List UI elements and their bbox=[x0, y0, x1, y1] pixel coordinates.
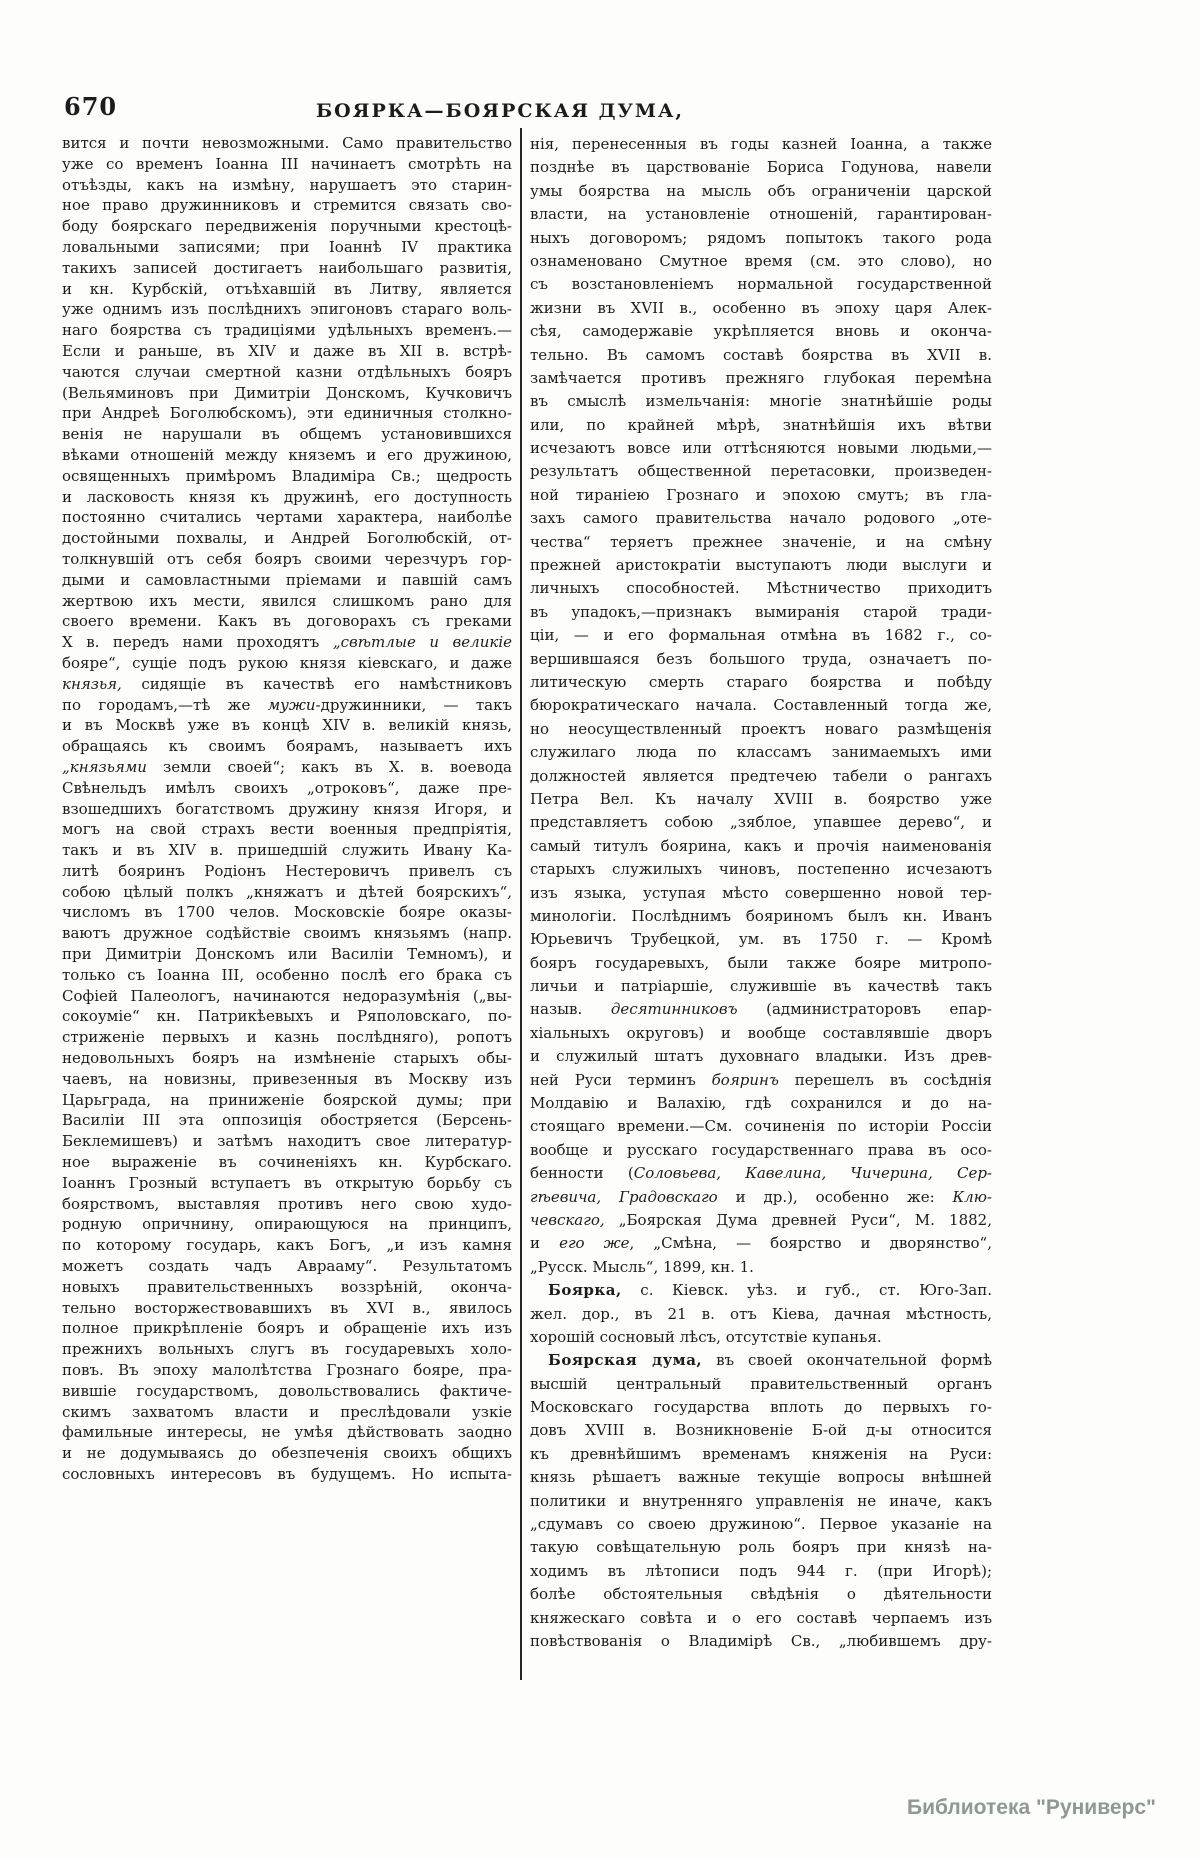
text-segment: фамильные интересы, не умѣя дѣйствовать заодно bbox=[62, 1423, 512, 1442]
text-line bbox=[62, 1027, 512, 1048]
text-segment: позднѣе въ царствованіе Бориса Годунова, навели bbox=[530, 158, 992, 177]
text-segment: Если и раньше, въ XIV и даже въ XII в. встрѣ- bbox=[62, 341, 512, 360]
text-segment: , „Смѣна, — боярство и дворянство“, bbox=[629, 1234, 992, 1253]
text-line bbox=[62, 1318, 512, 1339]
text-segment: венія не нарушали въ общемъ установившихся bbox=[62, 425, 512, 444]
text-segment: прежнихъ вольныхъ слугъ въ государевыхъ холо- bbox=[62, 1340, 512, 1359]
text-segment: бенности ( bbox=[530, 1164, 634, 1183]
text-segment: X в. передъ нами проходятъ bbox=[62, 633, 333, 652]
text-segment: при Андреѣ Боголюбскомъ), эти единичныя столкно- bbox=[62, 404, 512, 423]
text-line bbox=[62, 424, 512, 445]
text-segment: повѣствованія о Владимірѣ Св., „любившемъ дру- bbox=[530, 1632, 992, 1650]
text-line bbox=[62, 861, 512, 882]
text-segment: вившіе государствомъ, довольствовались фактиче- bbox=[62, 1381, 512, 1400]
text-segment: обращаясь къ своимъ боярамъ, называетъ ихъ bbox=[62, 737, 512, 756]
text-line bbox=[62, 320, 512, 341]
text-line bbox=[530, 1256, 992, 1279]
text-segment: чества“ теряетъ прежнее значеніе, и на смѣну bbox=[530, 532, 992, 551]
text-line bbox=[530, 1092, 992, 1115]
text-line bbox=[62, 445, 512, 466]
text-segment: только съ Іоанна III, особенно послѣ его брака съ bbox=[62, 965, 512, 984]
text-segment: и др.), особенно же: bbox=[717, 1187, 953, 1206]
text-segment: сокоуміе“ кн. Патрикѣевыхъ и Ряполовскаго, по- bbox=[62, 1007, 512, 1026]
text-segment: постоянно считались чертами характера, наиболѣе bbox=[62, 508, 512, 527]
text-line bbox=[530, 156, 992, 179]
text-line bbox=[62, 923, 512, 944]
text-segment: „князьями bbox=[62, 757, 147, 776]
text-line bbox=[62, 133, 512, 154]
text-segment: собою цѣлый полкъ „княжатъ и дѣтей боярскихъ“, bbox=[62, 882, 512, 901]
text-segment: стоящаго времени.—См. сочиненія по исторіи Россіи bbox=[530, 1117, 992, 1136]
text-line bbox=[62, 902, 512, 923]
text-line bbox=[530, 648, 992, 671]
left-text-column bbox=[62, 133, 512, 1485]
text-line bbox=[530, 788, 992, 811]
text-line bbox=[62, 882, 512, 903]
text-line bbox=[530, 928, 992, 951]
text-line bbox=[530, 437, 992, 460]
text-segment: родную опричнину, опирающуюся на принципъ, bbox=[62, 1215, 512, 1234]
text-line bbox=[62, 403, 512, 424]
text-segment: Іоаннъ Грозный вступаетъ въ открытую борьбу съ bbox=[62, 1173, 512, 1192]
text-segment: Юрьевичъ Трубецкой, ум. въ 1750 г. — Кромѣ bbox=[530, 930, 992, 949]
text-segment: тельно. Въ самомъ составѣ боярства въ XVII в. bbox=[530, 345, 992, 364]
right-text-column bbox=[530, 133, 992, 1653]
text-segment: и въ Москвѣ уже въ концѣ XIV в. великій князь, bbox=[62, 716, 512, 735]
text-segment: изъ языка, уступая мѣсто совершенно новой тер- bbox=[530, 883, 992, 902]
text-segment: или, по крайней мѣрѣ, знатнѣйшія ихъ вѣтви bbox=[530, 415, 992, 434]
text-line bbox=[62, 632, 512, 653]
text-segment: „свѣтлые и великіе bbox=[332, 633, 512, 652]
text-segment: сѣя, самодержавіе укрѣпляется вновь и оконча- bbox=[530, 322, 992, 341]
text-segment: но неосуществленный проектъ новаго размѣщенія bbox=[530, 719, 992, 738]
text-line bbox=[530, 1490, 992, 1513]
text-segment: чаевъ, на новизны, привезенныя въ Москву изъ bbox=[62, 1069, 512, 1088]
text-segment: замѣчается противъ прежняго глубокая перемѣна bbox=[530, 368, 992, 387]
text-line bbox=[62, 757, 512, 778]
text-segment: политики и внутренняго управленія не иначе, какъ bbox=[530, 1491, 992, 1510]
text-line bbox=[530, 1279, 992, 1302]
text-segment: ней Руси терминъ bbox=[530, 1070, 712, 1089]
text-segment: представляетъ собою „зяблое, упавшее дерево“, и bbox=[530, 813, 992, 832]
text-line bbox=[62, 362, 512, 383]
text-line bbox=[530, 1139, 992, 1162]
text-segment: могъ на свой страхъ вести военныя предпріятія, bbox=[62, 820, 512, 839]
text-line bbox=[62, 1464, 512, 1485]
text-segment: ваютъ дружное содѣйствіе своимъ князьямъ (напр. bbox=[62, 924, 512, 943]
text-segment: взошедшихъ богатствомъ дружину князя Игоря, и bbox=[62, 799, 512, 818]
text-segment: вершившаяся безъ большого труда, означаетъ по- bbox=[530, 649, 992, 668]
text-segment: (администраторовъ епар- bbox=[737, 1000, 992, 1019]
text-segment: хіальныхъ округовъ) и вообще составлявшіе дворъ bbox=[530, 1023, 992, 1042]
text-segment: тельно восторжествовавшихъ въ XVI в., явилось bbox=[62, 1298, 512, 1317]
text-line bbox=[62, 1006, 512, 1027]
text-line bbox=[530, 390, 992, 413]
text-line bbox=[62, 778, 512, 799]
text-line bbox=[62, 1443, 512, 1464]
text-line bbox=[62, 965, 512, 986]
text-segment: такъ и въ XIV в. пришедшій служить Ивану Ка- bbox=[62, 841, 512, 860]
text-segment: хорошій сосновый лѣсъ, отсутствіе купанья. bbox=[530, 1327, 882, 1346]
text-segment: Софіей Палеологъ, начинаются недоразумѣнія („вы- bbox=[62, 986, 512, 1005]
text-line bbox=[62, 237, 512, 258]
text-segment: самый титулъ боярина, какъ и прочія наименованія bbox=[530, 836, 992, 855]
page-number: 670 bbox=[64, 92, 118, 121]
text-segment: Молдавію и Валахію, гдѣ сохранился и до на- bbox=[530, 1094, 992, 1113]
text-line bbox=[62, 591, 512, 612]
text-segment: Василіи III эта оппозиція обостряется (Берсень- bbox=[62, 1111, 512, 1130]
text-line bbox=[530, 1349, 992, 1372]
text-line bbox=[62, 383, 512, 404]
text-line bbox=[62, 1214, 512, 1235]
text-segment: прежней аристократіи выступаютъ люди выслуги и bbox=[530, 556, 992, 575]
text-line bbox=[530, 1186, 992, 1209]
text-segment: литѣ бояринъ Родіонъ Нестеровичъ привелъ съ bbox=[62, 861, 512, 880]
text-segment: Беклемишевъ) и затѣмъ находитъ свое литератур- bbox=[62, 1132, 512, 1151]
text-line bbox=[62, 840, 512, 861]
text-line bbox=[530, 1303, 992, 1326]
text-line bbox=[530, 1583, 992, 1606]
text-segment: старыхъ служилыхъ чиновъ, постепенно исчезаютъ bbox=[530, 860, 992, 879]
text-segment: Московскаго государства вплоть до первыхъ го- bbox=[530, 1398, 992, 1417]
text-line bbox=[62, 570, 512, 591]
text-segment: Царьграда, на приниженіе боярской думы; при bbox=[62, 1090, 512, 1109]
text-line bbox=[62, 1173, 512, 1194]
text-line bbox=[62, 944, 512, 965]
text-segment: по городамъ,—тѣ же bbox=[62, 695, 268, 714]
text-segment: десятинниковъ bbox=[610, 1000, 738, 1019]
text-segment: князья, bbox=[62, 674, 122, 693]
text-line bbox=[62, 986, 512, 1007]
text-line bbox=[62, 549, 512, 570]
text-segment: умы боярства на мысль объ ограниченіи царской bbox=[530, 181, 992, 200]
text-line bbox=[530, 344, 992, 367]
text-line bbox=[530, 1326, 992, 1349]
text-segment: вится и почти невозможными. Само правительство bbox=[62, 134, 512, 152]
text-segment: мужи bbox=[267, 695, 316, 714]
text-line bbox=[530, 952, 992, 975]
text-segment: и bbox=[530, 1234, 560, 1253]
text-line bbox=[530, 1607, 992, 1630]
text-segment: по которому государь, какъ Богъ, „и изъ камня bbox=[62, 1236, 512, 1255]
text-segment: боярствомъ, выставляя противъ него свою худо- bbox=[62, 1194, 512, 1213]
text-segment: ловальными записями; при Іоаннѣ IV практика bbox=[62, 237, 512, 256]
text-segment: недовольныхъ бояръ на измѣненіе старыхъ обы- bbox=[62, 1049, 512, 1068]
text-line bbox=[530, 414, 992, 437]
text-segment: высшій центральный правительственный органъ bbox=[530, 1374, 992, 1393]
text-segment: результатъ общественной перетасовки, произведен- bbox=[530, 462, 992, 481]
text-line bbox=[530, 624, 992, 647]
text-segment: повъ. Въ эпоху малолѣтства Грознаго бояре, пра- bbox=[62, 1361, 512, 1380]
text-segment: Клю- bbox=[952, 1187, 992, 1206]
text-segment: бояре“, сущіе подъ рукою князя кіевскаго, и даже bbox=[62, 653, 512, 672]
text-line bbox=[530, 507, 992, 530]
text-segment: вѣками отношеній между княземъ и его дружиною, bbox=[62, 445, 512, 464]
text-segment: довъ XVIII в. Возникновеніе Б-ой д-ы относится bbox=[530, 1421, 992, 1440]
text-segment: достойными похвалы, и Андрей Боголюбскій, от- bbox=[62, 529, 512, 548]
text-segment: такихъ записей достигаетъ наибольшаго развитія, bbox=[62, 258, 512, 277]
text-segment: сидящіе въ качествѣ его намѣстниковъ bbox=[121, 674, 512, 693]
text-line bbox=[62, 1360, 512, 1381]
text-segment: съ возстановленіемъ нормальной государственной bbox=[530, 275, 992, 294]
text-line bbox=[62, 1152, 512, 1173]
text-segment: должностей является предтечею табели о рангахъ bbox=[530, 766, 992, 785]
text-segment: гѣевича, Градовскаго bbox=[530, 1187, 718, 1206]
text-line bbox=[62, 1235, 512, 1256]
text-line bbox=[530, 227, 992, 250]
text-line bbox=[530, 882, 992, 905]
text-line bbox=[530, 203, 992, 226]
text-segment: ціи, — и его формальная отмѣна въ 1682 г., со- bbox=[530, 626, 992, 645]
text-line bbox=[530, 133, 992, 156]
text-line bbox=[530, 367, 992, 390]
text-segment: ознаменовано Смутное время (см. это слово), но bbox=[530, 251, 992, 270]
text-line bbox=[530, 1536, 992, 1559]
text-segment: новыхъ правительственныхъ воззрѣній, оконча- bbox=[62, 1277, 512, 1296]
entry-headword: Боярская дума, bbox=[548, 1351, 703, 1370]
text-segment: бояринъ bbox=[711, 1070, 779, 1089]
text-line bbox=[530, 460, 992, 483]
text-segment: къ древнѣйшимъ временамъ княженія на Руси: bbox=[530, 1444, 992, 1463]
text-segment: (Вельяминовъ при Димитріи Донскомъ, Кучковичъ bbox=[62, 383, 512, 402]
text-line bbox=[62, 1277, 512, 1298]
text-line bbox=[62, 195, 512, 216]
text-line bbox=[62, 1298, 512, 1319]
text-segment: бояръ государевыхъ, были также бояре митропо- bbox=[530, 953, 992, 972]
text-segment: нія, перенесенныя въ годы казней Іоанна, а также bbox=[530, 135, 992, 153]
text-line bbox=[62, 611, 512, 632]
text-line bbox=[62, 736, 512, 757]
text-line bbox=[530, 671, 992, 694]
text-line bbox=[530, 1022, 992, 1045]
text-line bbox=[530, 718, 992, 741]
entry-headword: Боярка, bbox=[548, 1281, 622, 1300]
text-line bbox=[62, 1381, 512, 1402]
text-segment: „Русск. Мысль“, 1899, кн. 1. bbox=[530, 1257, 754, 1276]
text-line bbox=[530, 1373, 992, 1396]
text-line bbox=[530, 1630, 992, 1653]
text-line bbox=[62, 799, 512, 820]
text-line bbox=[530, 811, 992, 834]
text-segment: уже со временъ Іоанна III начинаетъ смотрѣть на bbox=[62, 154, 512, 173]
text-line bbox=[530, 1443, 992, 1466]
text-segment: его же bbox=[559, 1234, 630, 1253]
text-line bbox=[530, 998, 992, 1021]
text-line bbox=[62, 1090, 512, 1111]
text-segment: власти, на установленіе отношеній, гарантирован- bbox=[530, 205, 992, 224]
text-segment: въ смыслѣ измельчанія: многіе знатнѣйшіе роды bbox=[530, 392, 992, 411]
text-line bbox=[530, 694, 992, 717]
text-segment: скимъ захватомъ власти и преслѣдовали узкіе bbox=[62, 1402, 512, 1421]
text-line bbox=[62, 507, 512, 528]
text-segment: въ упадокъ,—признакъ вымиранія старой тради- bbox=[530, 602, 992, 621]
text-segment: князь рѣшаетъ важные текущіе вопросы внѣшней bbox=[530, 1468, 992, 1487]
text-line bbox=[530, 975, 992, 998]
text-line bbox=[530, 1115, 992, 1138]
text-segment: исчезаютъ вовсе или оттѣсняются новыми людьми,— bbox=[530, 439, 992, 458]
text-segment: такую совѣщательную роль бояръ при князѣ на- bbox=[530, 1538, 992, 1557]
text-segment: служилаго люда по классамъ занимаемыхъ ими bbox=[530, 743, 992, 762]
library-watermark: Библиотека "Руниверс" bbox=[906, 1796, 1156, 1819]
text-line bbox=[62, 1339, 512, 1360]
text-line bbox=[62, 715, 512, 736]
text-line bbox=[530, 601, 992, 624]
text-line bbox=[530, 1162, 992, 1185]
text-segment: назыв. bbox=[530, 1000, 611, 1019]
text-segment: и не додумываясь до обезпеченія своихъ общихъ bbox=[62, 1444, 512, 1463]
text-line bbox=[62, 1194, 512, 1215]
text-line bbox=[62, 695, 512, 716]
text-segment: и служилый штатъ духовнаго владыки. Изъ древ- bbox=[530, 1047, 992, 1066]
text-line bbox=[62, 279, 512, 300]
text-segment: чевскаго, bbox=[530, 1210, 605, 1229]
text-segment: перешелъ въ сосѣднія bbox=[778, 1070, 992, 1089]
text-line bbox=[530, 1045, 992, 1068]
text-segment: „сдумавъ со своею дружиною“. Первое указаніе на bbox=[530, 1515, 992, 1534]
text-segment: уже однимъ изъ послѣднихъ эпигоновъ стараго воль- bbox=[62, 300, 512, 319]
text-segment: и ласковость князя къ дружинѣ, его доступность bbox=[62, 487, 512, 506]
text-segment: Петра Вел. Къ началу XVIII в. боярство уже bbox=[530, 789, 992, 808]
text-segment: жел. дор., въ 21 в. отъ Кіева, дачная мѣстность, bbox=[530, 1304, 992, 1323]
text-line bbox=[530, 554, 992, 577]
text-segment: Свѣнельдъ имѣлъ своихъ „отроковъ“, даже пре- bbox=[62, 778, 512, 797]
text-segment: ходимъ въ лѣтописи подъ 944 г. (при Игорѣ); bbox=[530, 1561, 992, 1580]
text-line bbox=[62, 466, 512, 487]
page-header-title: БОЯРКА—БОЯРСКАЯ ДУМА, bbox=[315, 100, 685, 122]
text-segment: сословныхъ интересовъ въ будущемъ. Но испыта- bbox=[62, 1465, 512, 1483]
text-segment: стриженіе первыхъ и казнь послѣдняго), ропотъ bbox=[62, 1028, 512, 1047]
text-line bbox=[530, 858, 992, 881]
text-segment: толкнувшій отъ себя бояръ своими черезчуръ гор- bbox=[62, 549, 512, 568]
text-line bbox=[530, 1232, 992, 1255]
text-segment: полное прикрѣпленіе бояръ и обращеніе ихъ изъ bbox=[62, 1319, 512, 1338]
text-line bbox=[530, 531, 992, 554]
text-segment: своего времени. Какъ въ договорахъ съ греками bbox=[62, 612, 512, 631]
text-line bbox=[62, 1048, 512, 1069]
text-segment: и кн. Курбскій, отъѣхавшій въ Литву, является bbox=[62, 279, 512, 298]
text-line bbox=[62, 216, 512, 237]
text-segment: дыми и самовластными пріемами и павшій самъ bbox=[62, 570, 512, 589]
text-line bbox=[530, 1209, 992, 1232]
text-line bbox=[530, 180, 992, 203]
text-line bbox=[62, 154, 512, 175]
text-line bbox=[530, 1419, 992, 1442]
text-segment: при Димитріи Донскомъ или Василіи Темномъ), и bbox=[62, 945, 512, 964]
text-segment: с. Кіевск. уѣз. и губ., ст. Юго-Зап. bbox=[621, 1281, 992, 1300]
text-line bbox=[530, 741, 992, 764]
text-line bbox=[530, 273, 992, 296]
text-segment: личьи и патріаршіе, служившіе въ качествѣ такъ bbox=[530, 977, 992, 996]
text-line bbox=[62, 819, 512, 840]
text-segment: наго боярства съ традиціями удѣльныхъ временъ.— bbox=[62, 321, 512, 340]
text-segment: въ своей окончательной формѣ bbox=[702, 1351, 992, 1370]
text-segment: ное выраженіе въ сочиненіяхъ кн. Курбскаго. bbox=[62, 1153, 512, 1172]
text-segment: бюрократическаго начала. Составленный тогда же, bbox=[530, 696, 992, 715]
text-segment: Соловьева, Кавелина, Чичерина, Сер- bbox=[633, 1164, 992, 1183]
text-segment: земли своей“; какъ въ X. в. воевода bbox=[146, 757, 512, 776]
text-segment: ныхъ договоромъ; рядомъ попытокъ такого рода bbox=[530, 228, 992, 247]
text-line bbox=[530, 320, 992, 343]
text-segment: „Боярская Дума древней Руси“, М. 1882, bbox=[604, 1210, 992, 1229]
text-line bbox=[530, 1513, 992, 1536]
text-line bbox=[530, 1466, 992, 1489]
text-line bbox=[62, 258, 512, 279]
text-line bbox=[62, 1422, 512, 1443]
text-line bbox=[62, 1069, 512, 1090]
text-line bbox=[62, 341, 512, 362]
text-segment: отъѣзды, какъ на измѣну, нарушаетъ это старин- bbox=[62, 175, 512, 194]
text-segment: минологіи. Послѣднимъ бояриномъ былъ кн. Иванъ bbox=[530, 906, 992, 925]
text-line bbox=[530, 835, 992, 858]
text-segment: можетъ создать чадъ Аврааму“. Результатомъ bbox=[62, 1257, 512, 1276]
text-line bbox=[62, 1402, 512, 1423]
text-line bbox=[530, 905, 992, 928]
text-segment: освященныхъ примѣромъ Владиміра Св.; щедрость bbox=[62, 466, 512, 485]
text-segment: чаются случаи смертной казни отдѣльныхъ бояръ bbox=[62, 362, 512, 381]
text-line bbox=[62, 1131, 512, 1152]
text-line bbox=[62, 299, 512, 320]
text-line bbox=[530, 1560, 992, 1583]
text-line bbox=[530, 1069, 992, 1092]
text-segment: болѣе обстоятельныя свѣдѣнія о дѣятельности bbox=[530, 1585, 992, 1604]
text-line bbox=[62, 653, 512, 674]
text-line bbox=[62, 175, 512, 196]
text-segment: жертвою ихъ мести, явился слишкомъ рано для bbox=[62, 591, 512, 610]
text-segment: захъ самого правительства начало родового „оте- bbox=[530, 509, 992, 528]
text-segment: ной тираніею Грознаго и эпохою смутъ; въ гла- bbox=[530, 485, 992, 504]
text-line bbox=[530, 297, 992, 320]
text-line bbox=[530, 484, 992, 507]
text-line bbox=[62, 528, 512, 549]
text-segment: литическую смерть стараго боярства и побѣду bbox=[530, 672, 992, 691]
text-segment: вообще и русскаго государственнаго права въ осо- bbox=[530, 1140, 992, 1159]
text-segment: боду боярскаго передвиженія поручными крестоцѣ- bbox=[62, 217, 512, 236]
text-segment: жизни въ XVII в., особенно въ эпоху царя Алек- bbox=[530, 298, 992, 317]
text-line bbox=[530, 1396, 992, 1419]
text-line bbox=[62, 1256, 512, 1277]
text-line bbox=[530, 765, 992, 788]
text-segment: ное право дружинниковъ и стремится связать сво- bbox=[62, 196, 512, 215]
column-divider-rule bbox=[520, 128, 522, 1680]
text-line bbox=[62, 1110, 512, 1131]
text-segment: числомъ въ 1700 челов. Московскіе бояре оказы- bbox=[62, 903, 512, 922]
text-line bbox=[530, 577, 992, 600]
text-segment: -дружинники, — такъ bbox=[315, 695, 512, 714]
text-line bbox=[62, 674, 512, 695]
text-segment: княжескаго совѣта и о его составѣ черпаемъ изъ bbox=[530, 1608, 992, 1627]
text-segment: личныхъ способностей. Мѣстничество приходитъ bbox=[530, 579, 992, 598]
text-line bbox=[62, 487, 512, 508]
text-line bbox=[530, 250, 992, 273]
